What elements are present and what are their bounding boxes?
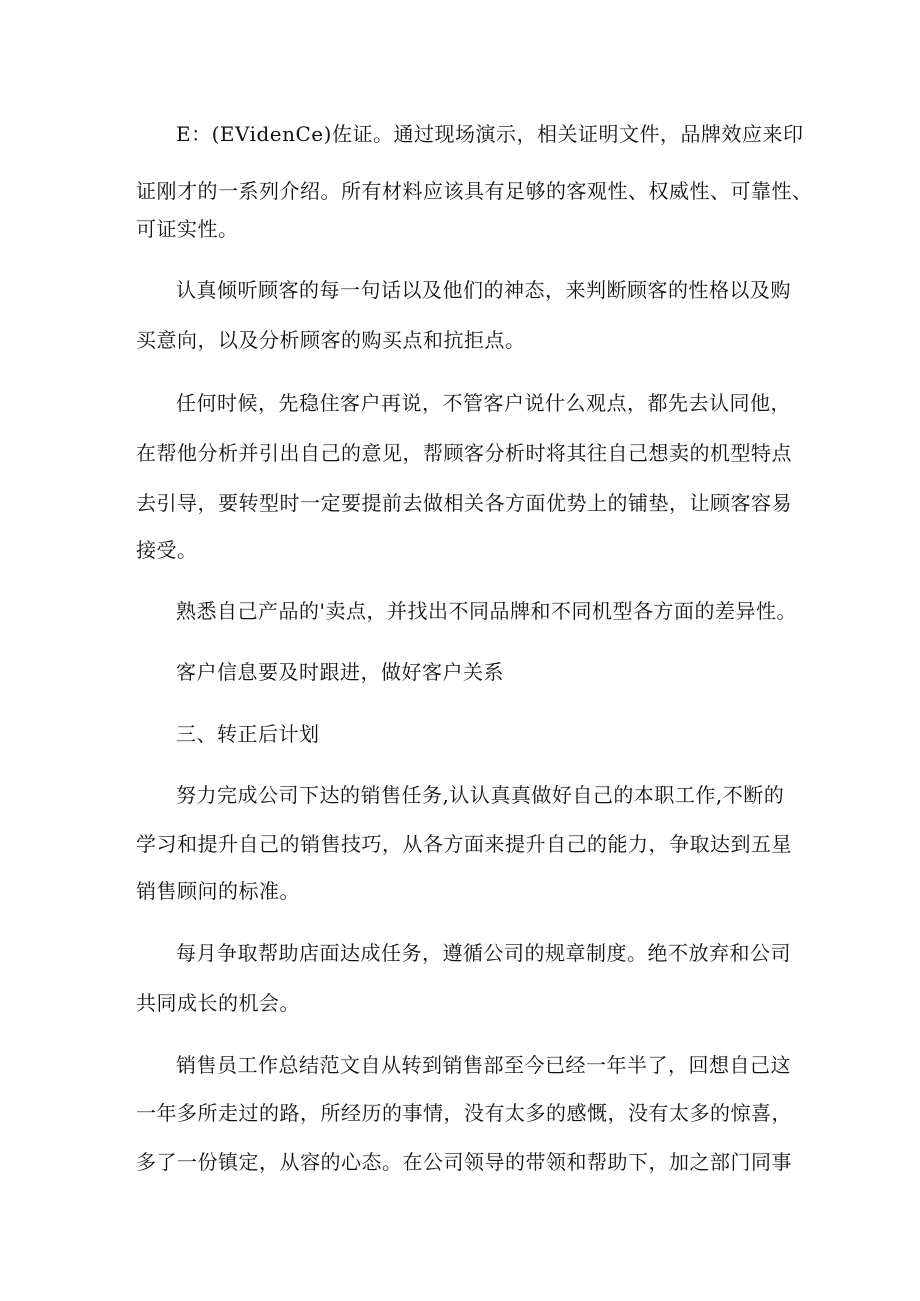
paragraph-3-line-2: 在帮他分析并引出自己的意见，帮顾客分析时将其往自己想卖的机型特点 — [136, 441, 792, 465]
paragraph-4-line-1: 熟悉自己产品的'卖点，并找出不同品牌和不同机型各方面的差异性。 — [176, 599, 797, 623]
paragraph-1-line-2: 证刚才的一系列介绍。所有材料应该具有足够的客观性、权威性、可靠性、 — [136, 179, 813, 203]
paragraph-2-line-2: 买意向，以及分析顾客的购买点和抗拒点。 — [136, 328, 526, 352]
paragraph-8-line-3: 多了一份镇定，从容的心态。在公司领导的带领和帮助下，加之部门同事 — [136, 1150, 792, 1174]
paragraph-6-line-2: 学习和提升自己的销售技巧，从各方面来提升自己的能力，争取达到五星 — [136, 832, 792, 856]
paragraph-6-line-3: 销售顾问的标准。 — [136, 879, 300, 903]
paragraph-8-line-2: 一年多所走过的路，所经历的事情，没有太多的感慨，没有太多的惊喜， — [136, 1101, 792, 1125]
paragraph-2-line-1: 认真倾听顾客的每一句话以及他们的神态，来判断顾客的性格以及购 — [176, 278, 791, 302]
paragraph-5-line-1: 客户信息要及时跟进，做好客户关系 — [176, 660, 504, 684]
paragraph-7-line-1: 每月争取帮助店面达成任务，遵循公司的规章制度。绝不放弃和公司 — [176, 941, 791, 965]
paragraph-1-line-1: E：(EVidenCe)佐证。通过现场演示，相关证明文件，品牌效应来印 — [176, 122, 804, 146]
paragraph-7-line-2: 共同成长的机会。 — [136, 991, 300, 1015]
paragraph-1-line-3: 可证实性。 — [136, 217, 239, 241]
paragraph-8-line-1: 销售员工作总结范文自从转到销售部至今已经一年半了，回想自己这 — [176, 1053, 791, 1077]
paragraph-3-line-1: 任何时候，先稳住客户再说，不管客户说什么观点，都先去认同他， — [176, 391, 791, 415]
paragraph-3-line-4: 接受。 — [136, 538, 198, 562]
section-heading: 三、转正后计划 — [176, 722, 320, 746]
paragraph-6-line-1: 努力完成公司下达的销售任务,认认真真做好自己的本职工作,不断的 — [176, 783, 785, 807]
paragraph-3-line-3: 去引导，要转型时一定要提前去做相关各方面优势上的铺垫，让顾客容易 — [136, 491, 792, 515]
